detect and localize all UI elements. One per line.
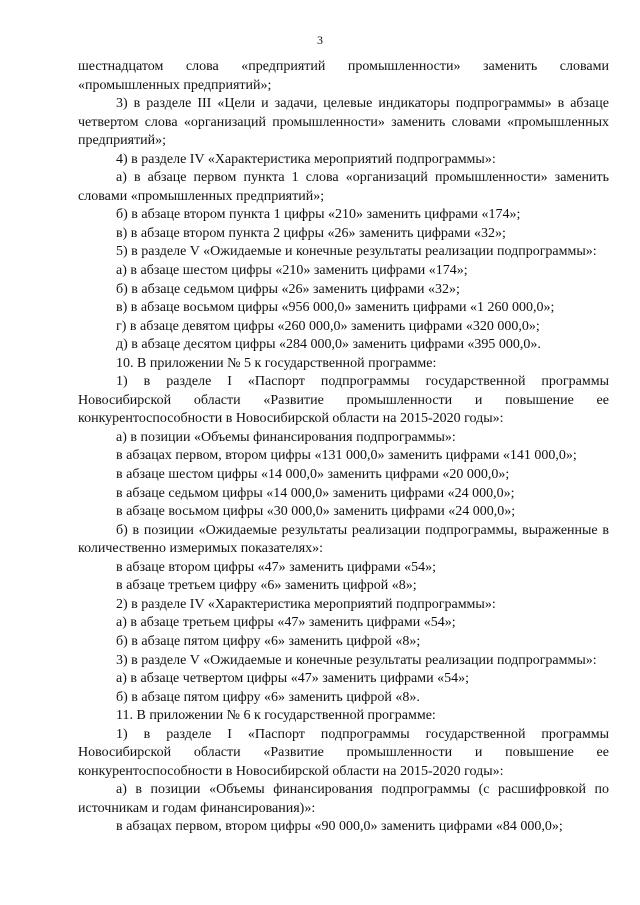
paragraph: в абзаце шестом цифры «14 000,0» заменить цифрами «20 000,0»; xyxy=(116,467,510,483)
paragraph: 3) в разделе III «Цели и задачи, целевые индикаторы подпрограммы» в абзаце четвертом слова «организаций промышленности» заменить словами «промышленных предприятий»; xyxy=(78,96,609,149)
paragraph: д) в абзаце десятом цифры «284 000,0» заменить цифрами «395 000,0». xyxy=(116,337,541,353)
paragraph: 1) в разделе I «Паспорт подпрограммы государственной программы Новосибирской области «Развитие промышленности и повышение ее конкурентоспособности в Новосибирской области на 2015-2020 годы»: xyxy=(78,726,609,779)
paragraph: 3) в разделе V «Ожидаемые и конечные результаты реализации подпрограммы»: xyxy=(116,652,597,668)
paragraph: 5) в разделе V «Ожидаемые и конечные результаты реализации подпрограммы»: xyxy=(116,244,597,260)
paragraph: а) в абзаце первом пункта 1 слова «организаций промышленности» заменить словами «промышленных предприятий»; xyxy=(78,170,609,204)
paragraph: 1) в разделе I «Паспорт подпрограммы государственной программы Новосибирской области «Развитие промышленности и повышение ее конкурентоспособности в Новосибирской области на 2015-2020 годы»: xyxy=(78,374,609,427)
paragraph: б) в абзаце пятом цифру «6» заменить цифрой «8»; xyxy=(116,633,421,649)
paragraph: а) в абзаце четвертом цифры «47» заменить цифрами «54»; xyxy=(116,671,470,687)
paragraph: в абзаце седьмом цифры «14 000,0» заменить цифрами «24 000,0»; xyxy=(116,485,515,501)
paragraph: в) в абзаце восьмом цифры «956 000,0» заменить цифрами «1 260 000,0»; xyxy=(116,300,555,316)
page-number: 3 xyxy=(317,33,323,47)
paragraph: в абзаце втором цифры «47» заменить цифрами «54»; xyxy=(116,559,436,575)
paragraph: 10. В приложении № 5 к государственной программе: xyxy=(116,355,437,371)
paragraph: а) в позиции «Объемы финансирования подпрограммы»: xyxy=(116,429,456,445)
paragraph: 2) в разделе IV «Характеристика мероприятий подпрограммы»: xyxy=(116,596,496,612)
paragraph: а) в позиции «Объемы финансирования подпрограммы (с расшифровкой по источникам и годам финансирования)»: xyxy=(78,782,609,816)
paragraph: 4) в разделе IV «Характеристика мероприятий подпрограммы»: xyxy=(116,151,496,167)
paragraph: шестнадцатом слова «предприятий промышленности» заменить словами «промышленных предприятий»; xyxy=(78,59,609,93)
paragraph: 11. В приложении № 6 к государственной программе: xyxy=(116,708,436,724)
paragraph: в абзаце третьем цифру «6» заменить цифрой «8»; xyxy=(116,578,417,594)
paragraph: в абзацах первом, втором цифры «90 000,0» заменить цифрами «84 000,0»; xyxy=(116,819,563,835)
paragraph: в) в абзаце втором пункта 2 цифры «26» заменить цифрами «32»; xyxy=(116,225,506,241)
paragraph: в абзаце восьмом цифры «30 000,0» заменить цифрами «24 000,0»; xyxy=(116,504,516,520)
paragraph: б) в абзаце пятом цифру «6» заменить цифрой «8». xyxy=(116,689,420,705)
paragraph: а) в абзаце третьем цифры «47» заменить цифрами «54»; xyxy=(116,615,456,631)
paragraph: б) в абзаце втором пункта 1 цифры «210» заменить цифрами «174»; xyxy=(116,207,521,223)
paragraph: а) в абзаце шестом цифры «210» заменить цифрами «174»; xyxy=(116,263,468,279)
document-body xyxy=(78,58,609,837)
paragraph: г) в абзаце девятом цифры «260 000,0» заменить цифрами «320 000,0»; xyxy=(116,318,540,334)
paragraph: в абзацах первом, втором цифры «131 000,0» заменить цифрами «141 000,0»; xyxy=(116,448,577,464)
paragraph: б) в абзаце седьмом цифры «26» заменить цифрами «32»; xyxy=(116,281,460,297)
paragraph: б) в позиции «Ожидаемые результаты реализации подпрограммы, выраженные в количественно измеримых показателях»: xyxy=(78,522,609,557)
